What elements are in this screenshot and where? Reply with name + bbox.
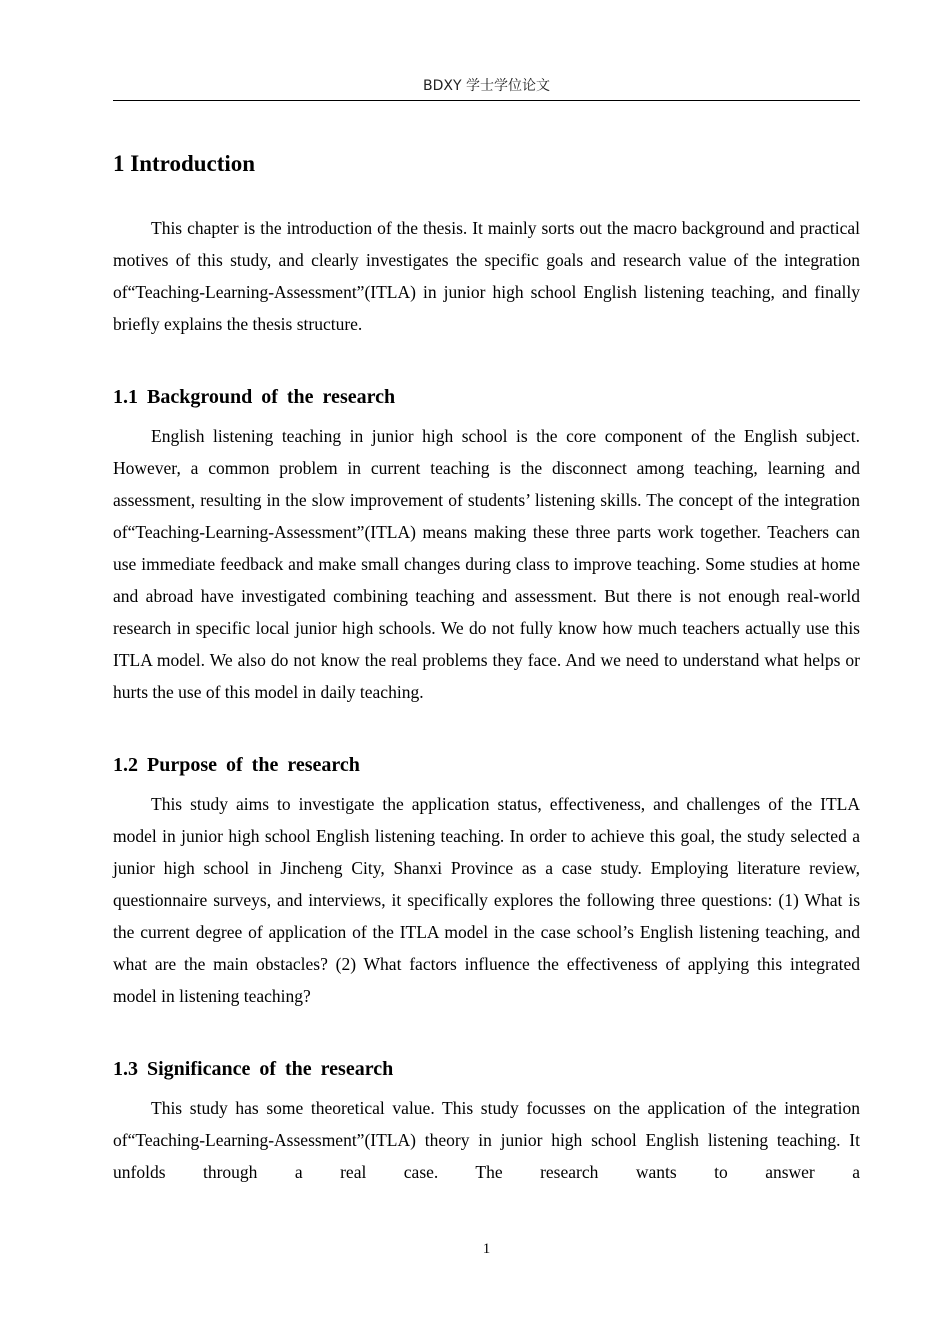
main-content xyxy=(113,144,860,1188)
section-body-purpose: This study aims to investigate the application status, effectiveness, and challenges of the ITLA model in junior high school English listening teaching. In order to achieve this goal, the study selected a junior high school in Jincheng City, Shanxi Province as a case study. Employing literature review, questionnaire surveys, and interviews, it specifically explores the following three questions: (1) What is the current degree of application of the ITLA model in the case school’s English listening teaching, and what are the main obstacles? (2) What factors influence the effectiveness of applying this integrated model in listening teaching? xyxy=(113,794,860,1006)
chapter-heading: 1 Introduction xyxy=(113,151,256,176)
section-heading-background: 1.1 Background of the research xyxy=(113,386,396,408)
running-header: BDXY 学士学位论文 xyxy=(423,78,550,94)
section-body-background: English listening teaching in junior high school is the core component of the English subject. However, a common problem in current teaching is the disconnect among teaching, learning and assessment, resulting in the slow improvement of students’ listening skills. The concept of the integration of“Teaching-Learning-Assessment”(ITLA) means making these three parts work together. Teachers can use immediate feedback and make small changes during class to improve teaching. Some studies at home and abroad have investigated combining teaching and assessment. But there is not enough real-world research in specific local junior high schools. We do not fully know how much teachers actually use this ITLA model. We also do not know the real problems they face. And we need to understand what helps or hurts the use of this model in daily teaching. xyxy=(113,426,860,702)
header-rule xyxy=(113,100,860,101)
section-body-significance: This study has some theoretical value. This study focusses on the application of the integration of“Teaching-Learning-Assessment”(ITLA) theory in junior high school English listening teaching. It unfolds through a real case. The research wants to answer a xyxy=(113,1098,860,1182)
section-heading-significance: 1.3 Significance of the research xyxy=(113,1058,394,1080)
chapter-intro-paragraph: This chapter is the introduction of the thesis. It mainly sorts out the macro background and practical motives of this study, and clearly investigates the specific goals and research value of the integration of“Teaching-Learning-Assessment”(ITLA) in junior high school English listening teaching, and finally briefly explains the thesis structure. xyxy=(113,218,860,334)
page-number: 1 xyxy=(482,1241,491,1257)
section-heading-purpose: 1.2 Purpose of the research xyxy=(113,754,360,776)
